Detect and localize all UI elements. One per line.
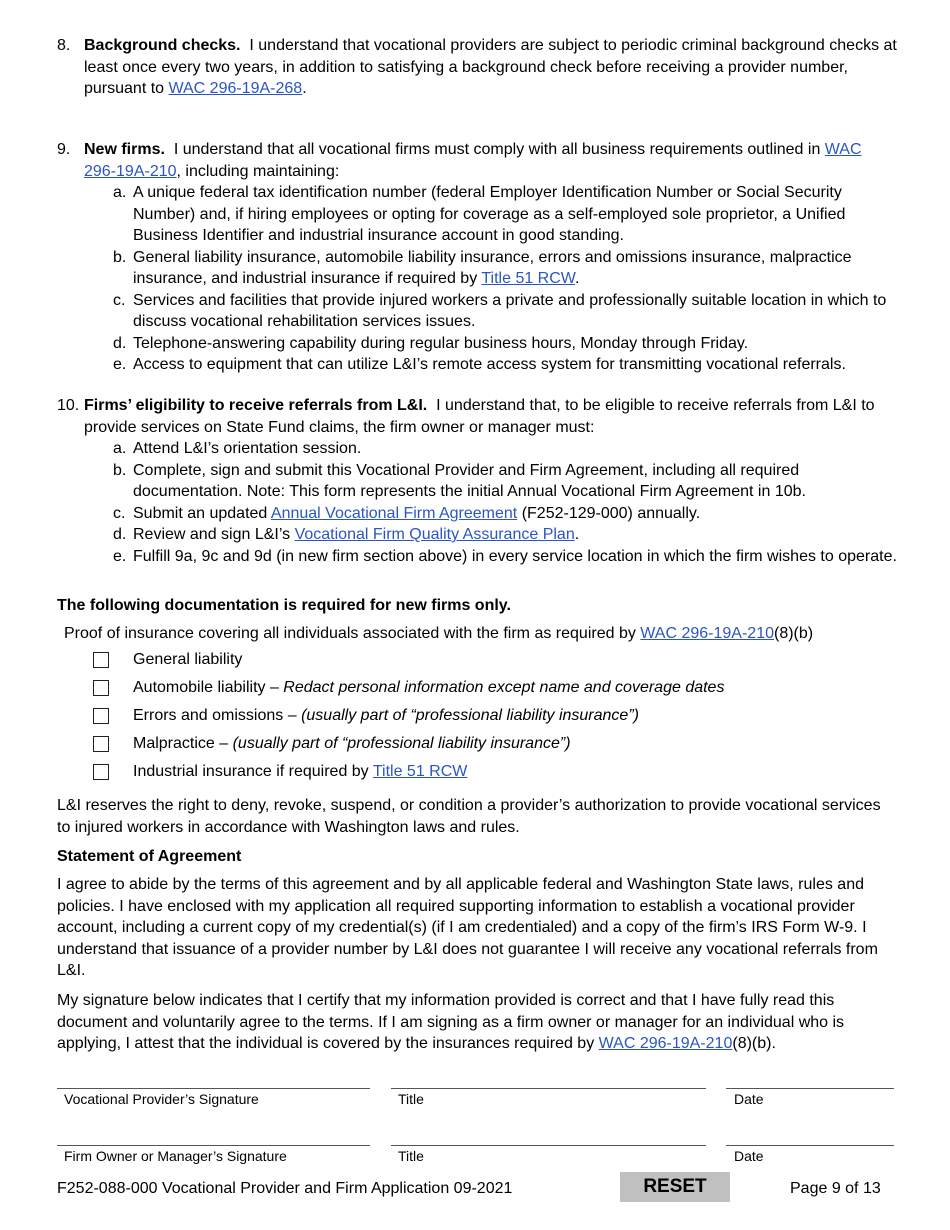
item-text-after: , including maintaining: — [176, 162, 340, 180]
sub-text: Telephone-answering capability during regular business hours, Monday through Friday. — [133, 334, 749, 352]
item-new-firms — [57, 139, 897, 376]
sub-letter: e. — [113, 547, 127, 565]
sub-text: Submit an updated — [133, 504, 271, 522]
p2-wac-link[interactable]: WAC 296-19A-210 — [598, 1035, 733, 1052]
provider-signature-label: Vocational Provider’s Signature — [64, 1091, 259, 1107]
provider-title-line[interactable] — [391, 1088, 706, 1089]
sub-letter: a. — [113, 440, 127, 457]
item-title: New firms. — [84, 141, 165, 158]
title-51-link[interactable]: Title 51 RCW — [372, 763, 468, 780]
checkbox-label — [133, 705, 639, 727]
statement-heading: Statement of Agreement — [57, 848, 242, 865]
sub-text-after: . — [574, 526, 580, 543]
checkbox-general-liability[interactable] — [93, 652, 109, 668]
title-label: Title — [398, 1148, 424, 1164]
date-label: Date — [734, 1148, 764, 1164]
check-label: Malpractice – — [133, 735, 233, 752]
reserve-paragraph: L&I reserves the right to deny, revoke, suspend, or condition a provider’s authorization to provide vocational services to injured workers in accordance with Washington laws and rules. — [57, 797, 881, 836]
check-label: Industrial insurance if required by — [133, 763, 373, 780]
sub-text: A unique federal tax identification number (federal Employer Identification Number or Social Security Number) and, if hiring employees or opting for coverage as a self-employed sole proprietor, a Unified Business Identifier and industrial insurance account in good standing. — [133, 184, 846, 244]
title-51-link[interactable]: Title 51 RCW — [481, 270, 576, 287]
proof-label: Proof of insurance covering all individuals associated with the firm as required by — [64, 625, 641, 642]
checkbox-industrial-insurance[interactable] — [93, 764, 109, 780]
date-label: Date — [734, 1091, 764, 1107]
sub-letter: b. — [113, 461, 127, 479]
sub-text: Attend L&I’s orientation session. — [133, 440, 362, 457]
page-number: Page 9 of 13 — [790, 1180, 881, 1197]
sub-text: General liability insurance, automobile liability insurance, errors and omissions insurance, malpractice insurance, and industrial insurance if required by — [133, 248, 852, 287]
item-number: 9. — [57, 141, 71, 158]
check-label: Automobile liability – — [133, 679, 284, 696]
checkbox-automobile-liability[interactable] — [93, 680, 109, 696]
sub-item — [113, 524, 897, 546]
sub-text: Services and facilities that provide injured workers a private and professionally suitable location in which to discuss vocational rehabilitation services issues. — [133, 291, 887, 330]
p2-after: (8)(b). — [732, 1035, 776, 1052]
sub-item — [113, 247, 897, 290]
statement-paragraph-2 — [57, 990, 902, 1055]
owner-title-line[interactable] — [391, 1145, 706, 1146]
checkbox-errors-omissions[interactable] — [93, 708, 109, 724]
sub-text: Complete, sign and submit this Vocational Provider and Firm Agreement, including all required documentation. Note: This form represents the initial Annual Vocational Firm Agreement in 10b. — [133, 461, 806, 500]
proof-text — [64, 623, 813, 645]
checkbox-label — [133, 733, 571, 755]
checkbox-label — [133, 649, 242, 671]
sub-item — [113, 354, 897, 376]
sub-text-after: (F252-129-000) annually. — [517, 504, 701, 522]
item-background-checks — [57, 35, 902, 100]
check-label: General liability — [133, 651, 243, 668]
proof-wac-link[interactable]: WAC 296-19A-210 — [640, 625, 774, 642]
item-text: I understand that vocational providers are subject to periodic criminal background checks at least once every two years, in addition to satisfying a background check before receiving a provider number, pursuant to — [84, 37, 902, 97]
proof-after: (8)(b) — [774, 625, 814, 642]
item-title: Firms’ eligibility to receive referrals from L&I. — [84, 397, 428, 414]
sub-item — [113, 438, 897, 460]
sub-text: Review and sign L&I’s — [133, 526, 295, 543]
owner-signature-label: Firm Owner or Manager’s Signature — [64, 1148, 287, 1164]
sub-text: Fulfill 9a, 9c and 9d (in new firm section above) in every service location in which the firm wishes to operate. — [133, 547, 897, 565]
sub-letter: c. — [113, 504, 126, 522]
sub-letter: a. — [113, 184, 127, 201]
docs-heading: The following documentation is required for new firms only. — [57, 597, 511, 614]
sub-item — [113, 290, 897, 333]
item-firms-eligibility — [57, 395, 897, 567]
check-note: (usually part of “professional liability insurance”) — [301, 707, 639, 724]
item-number: 8. — [57, 37, 71, 54]
reset-button[interactable]: RESET — [620, 1172, 730, 1202]
sub-letter: e. — [113, 356, 127, 373]
sub-letter: d. — [113, 526, 127, 543]
form-number: F252-088-000 Vocational Provider and Firm Application 09-2021 — [57, 1180, 513, 1197]
sub-item — [113, 182, 897, 247]
sub-item — [113, 460, 897, 503]
item-title: Background checks. — [84, 37, 241, 54]
sub-letter: b. — [113, 248, 127, 266]
sub-letter: c. — [113, 291, 126, 309]
item-number: 10. — [57, 397, 80, 414]
item-text: I understand that, to be eligible to receive referrals from L&I to provide services on State Fund claims, the firm owner or manager must: — [84, 397, 880, 436]
statement-paragraph-1: I agree to abide by the terms of this agreement and by all applicable federal and Washington State laws, rules and policies. I have enclosed with my application all required supporting information to establish a vocational provider account, including a current copy of my credential(s) (if I am credentialed) and a copy of the firm’s IRS Form W-9. I understand that issuance of a provider number by L&I does not guarantee I will receive any vocational referrals from L&I. — [57, 876, 878, 979]
item-text-after: . — [302, 80, 307, 97]
p2-text: My signature below indicates that I certify that my information provided is correct and that I have fully read this document and voluntarily agree to the terms. If I am signing as a firm owner or manager for an individual who is applying, I attest that the individual is covered by the insurances required by — [57, 992, 845, 1052]
quality-plan-link[interactable]: Vocational Firm Quality Assurance Plan — [294, 526, 575, 543]
check-label: Errors and omissions – — [133, 707, 302, 724]
check-note: Redact personal information except name and coverage dates — [283, 679, 725, 696]
annual-agreement-link[interactable]: Annual Vocational Firm Agreement — [270, 504, 518, 522]
sub-text: Access to equipment that can utilize L&I’s remote access system for transmitting vocational referrals. — [133, 356, 846, 373]
sub-letter: d. — [113, 334, 127, 352]
checkbox-malpractice[interactable] — [93, 736, 109, 752]
sub-item — [113, 546, 897, 568]
item-text: I understand that all vocational firms must comply with all business requirements outlined in — [164, 141, 825, 158]
check-note: (usually part of “professional liability insurance”) — [232, 735, 571, 752]
sub-text-after: . — [575, 270, 580, 287]
wac-268-link[interactable]: WAC 296-19A-268 — [168, 80, 303, 97]
sub-item — [113, 333, 897, 355]
wac-210-link[interactable]: WAC 296-19A-210 — [84, 141, 862, 180]
checkbox-label — [133, 761, 467, 783]
sub-item — [113, 503, 897, 525]
checkbox-label — [133, 677, 724, 699]
title-label: Title — [398, 1091, 424, 1107]
